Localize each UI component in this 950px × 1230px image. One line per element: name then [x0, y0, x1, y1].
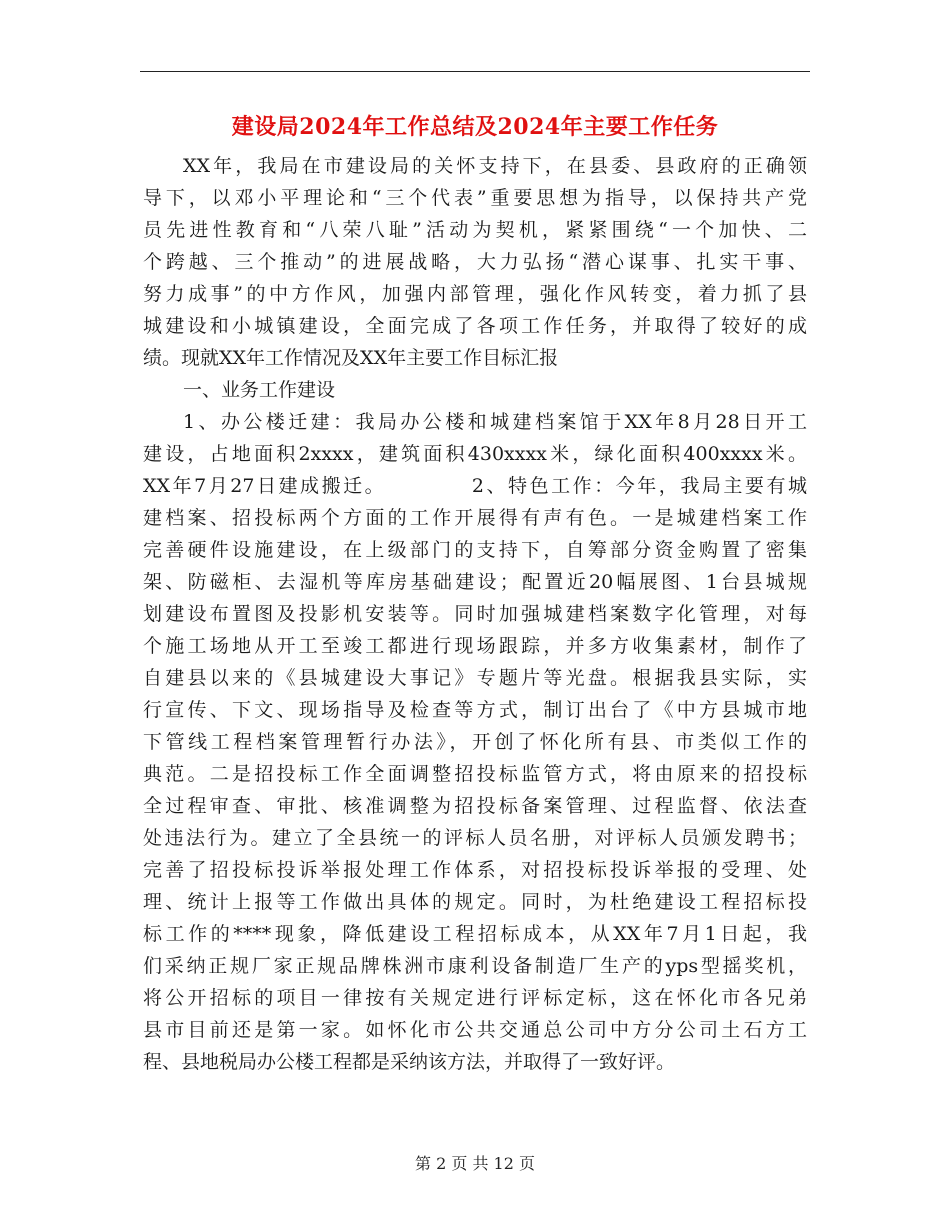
body-line: 理、统计上报等工作做出具体的规定。同时，为杜绝建设工程招标投: [143, 891, 807, 913]
body-line: 建档案、招投标两个方面的工作开展得有声有色。一是城建档案工作: [143, 507, 807, 529]
body-line: 全过程审查、审批、核准调整为招投标备案管理、过程监督、依法查: [143, 795, 807, 817]
body-line: 努力成事”的中方作风，加强内部管理，强化作风转变，着力抓了县: [143, 283, 807, 305]
body-line: 架、防磁柜、去湿机等库房基础建设；配置近20幅展图、1台县城规: [143, 571, 807, 593]
body-line: 下管线工程档案管理暂行办法》，开创了怀化所有县、市类似工作的: [143, 731, 807, 753]
body-line: 自建县以来的《县城建设大事记》专题片等光盘。根据我县实际，实: [143, 667, 807, 689]
page-number: 第 2 页 共 12 页: [415, 1154, 535, 1173]
body-line: 标工作的****现象，降低建设工程招标成本，从XX年7月1日起，我: [143, 923, 807, 945]
section-heading: 一、业务工作建设: [183, 379, 336, 401]
body-line: 完善了招投标投诉举报处理工作体系，对招投标投诉举报的受理、处: [143, 859, 807, 881]
body-line: 程、县地税局办公楼工程都是采纳该方法，并取得了一致好评。: [143, 1051, 676, 1073]
body-line: 个施工场地从开工至竣工都进行现场跟踪，并多方收集素材，制作了: [143, 635, 807, 657]
body-line: 1、办公楼迁建：我局办公楼和城建档案馆于XX年8月28日开工: [183, 411, 807, 433]
body-line: 完善硬件设施建设，在上级部门的支持下，自筹部分资金购置了密集: [143, 539, 807, 561]
body-line: 们采纳正规厂家正规品牌株洲市康利设备制造厂生产的yps型摇奖机，: [143, 955, 807, 977]
body-line: 城建设和小城镇建设，全面完成了各项工作任务，并取得了较好的成: [143, 315, 807, 337]
body-line: 绩。现就XX年工作情况及XX年主要工作目标汇报: [143, 347, 559, 369]
document-body: [143, 150, 807, 1078]
body-line: XX年7月27日建成搬迁。 2、特色工作：今年，我局主要有城: [143, 475, 807, 497]
body-line: XX年，我局在市建设局的关怀支持下，在县委、县政府的正确领: [183, 155, 807, 177]
body-line: 员先进性教育和“八荣八耻”活动为契机，紧紧围绕“一个加快、二: [143, 219, 807, 241]
header-rule: [140, 71, 810, 72]
body-line: 处违法行为。建立了全县统一的评标人员名册，对评标人员颁发聘书；: [143, 827, 807, 849]
document-title: 建设局2024年工作总结及2024年主要工作任务: [231, 114, 719, 140]
body-line: 典范。二是招投标工作全面调整招投标监管方式，将由原来的招投标: [143, 763, 807, 785]
body-line: 将公开招标的项目一律按有关规定进行评标定标，这在怀化市各兄弟: [143, 987, 807, 1009]
body-line: 划建设布置图及投影机安装等。同时加强城建档案数字化管理，对每: [143, 603, 807, 625]
body-line: 县市目前还是第一家。如怀化市公共交通总公司中方分公司土石方工: [143, 1019, 807, 1041]
body-line: 行宣传、下文、现场指导及检查等方式，制订出台了《中方县城市地: [143, 699, 807, 721]
body-line: 建设，占地面积2xxxx，建筑面积430xxxx米，绿化面积400xxxx米。: [143, 443, 807, 465]
body-line: 导下，以邓小平理论和“三个代表”重要思想为指导，以保持共产党: [143, 187, 807, 209]
body-line: 个跨越、三个推动”的进展战略，大力弘扬“潜心谋事、扎实干事、: [143, 251, 807, 273]
